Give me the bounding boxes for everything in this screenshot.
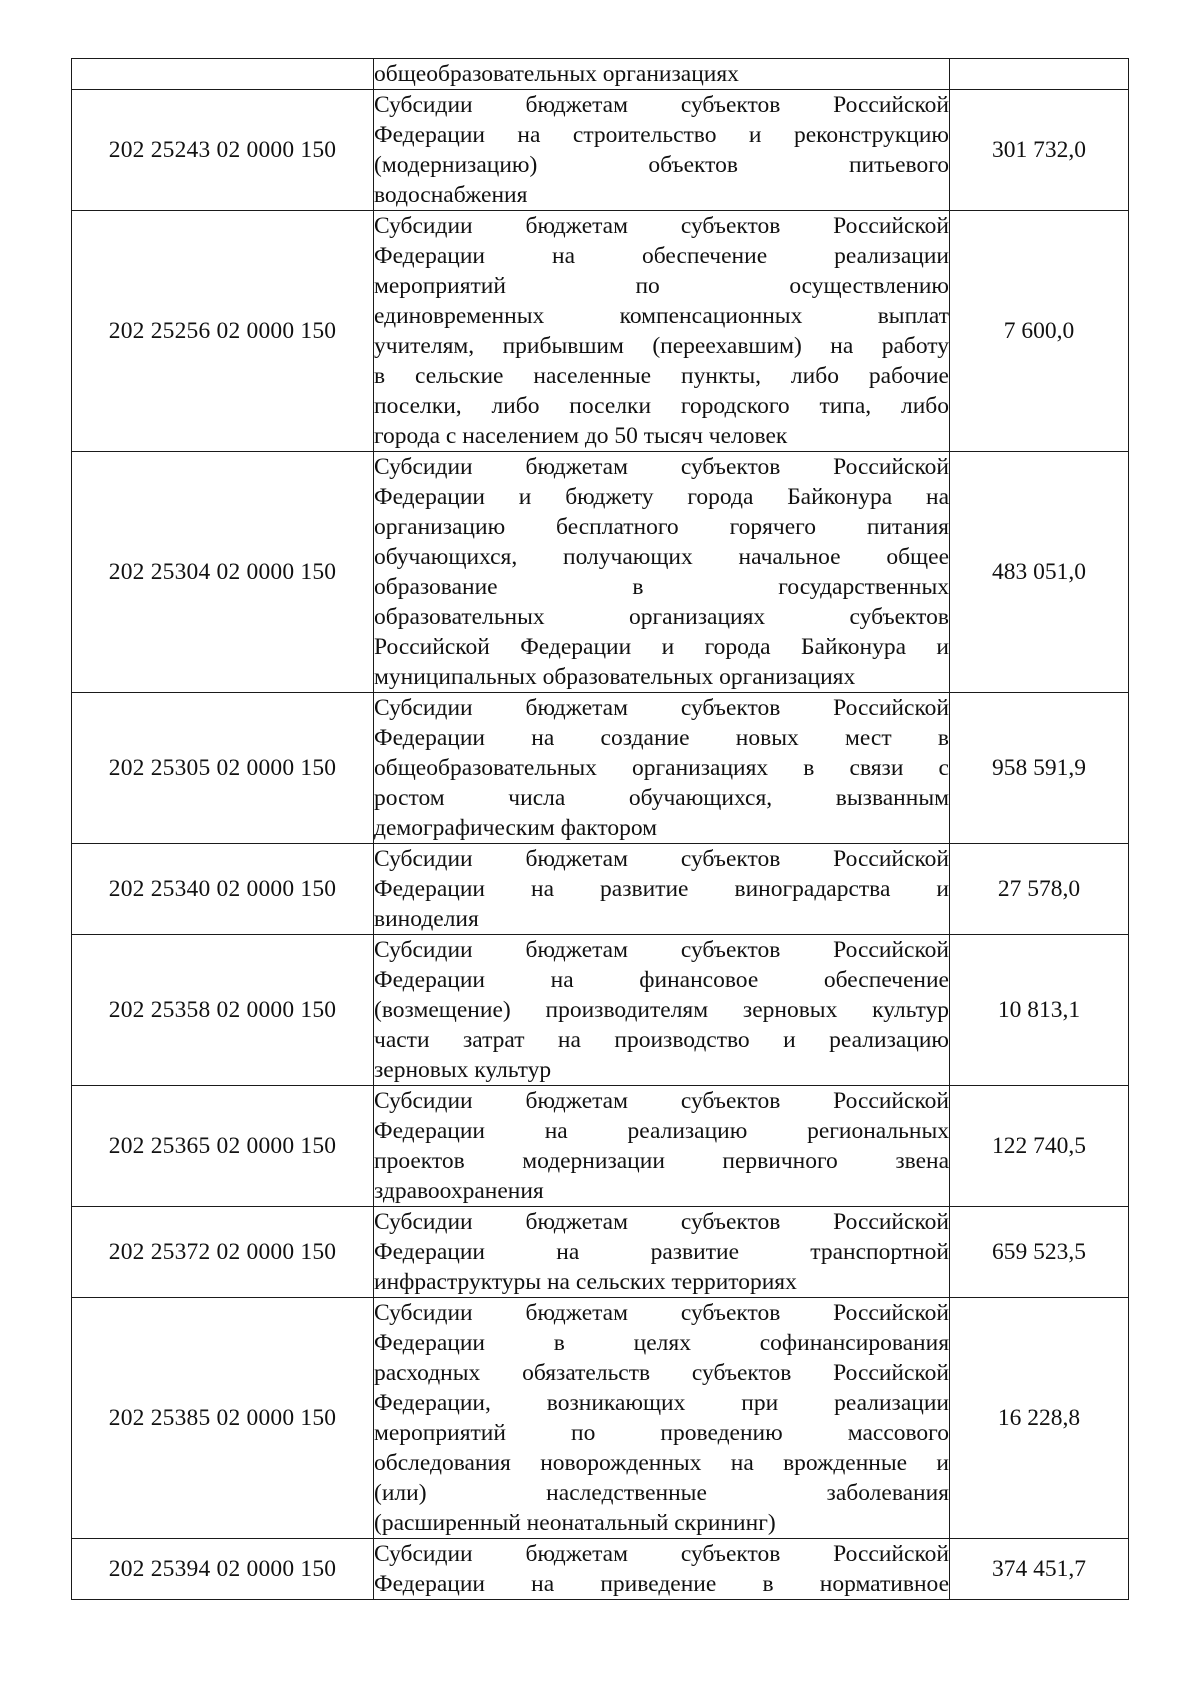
- description-line: Федерации на строительство и реконструкцию: [374, 122, 949, 148]
- budget-code-cell: 202 25372 02 0000 150: [72, 1207, 374, 1298]
- description-line: Субсидии бюджетам субъектов Российской: [374, 1088, 949, 1114]
- description-line: (возмещение) производителям зерновых культур: [374, 997, 949, 1023]
- description-line: ростом числа обучающихся, вызванным: [374, 785, 949, 811]
- description-line: проектов модернизации первичного звена: [374, 1148, 949, 1174]
- description-line: демографическим фактором: [374, 815, 658, 841]
- description-line: Федерации, возникающих при реализации: [374, 1390, 949, 1416]
- description-line: города с населением до 50 тысяч человек: [374, 423, 788, 449]
- description-line: общеобразовательных организациях: [374, 61, 739, 87]
- description-line: Федерации на создание новых мест в: [374, 725, 949, 751]
- budget-code-cell: 202 25243 02 0000 150: [72, 90, 374, 211]
- subsidies-table-body: [72, 59, 1129, 1600]
- budget-code-cell: 202 25256 02 0000 150: [72, 211, 374, 452]
- amount-cell: 27 578,0: [950, 844, 1129, 935]
- description-line: расходных обязательств субъектов Российской: [374, 1360, 949, 1386]
- subsidies-table: [71, 58, 1129, 1600]
- description-line: учителям, прибывшим (переехавшим) на работу: [374, 333, 949, 359]
- document-page: [71, 58, 1128, 1600]
- budget-code-cell: 202 25304 02 0000 150: [72, 452, 374, 693]
- table-row: [72, 1298, 1129, 1539]
- description-line: Субсидии бюджетам субъектов Российской: [374, 846, 949, 872]
- description-cell: [374, 844, 950, 935]
- table-row: [72, 844, 1129, 935]
- description-line: Федерации на реализацию региональных: [374, 1118, 949, 1144]
- description-line: водоснабжения: [374, 182, 528, 208]
- description-line: Российской Федерации и города Байконура и: [374, 634, 949, 660]
- budget-code-cell: 202 25358 02 0000 150: [72, 935, 374, 1086]
- table-row: [72, 693, 1129, 844]
- description-line: организацию бесплатного горячего питания: [374, 514, 949, 540]
- table-row: [72, 1086, 1129, 1207]
- description-line: Федерации и бюджету города Байконура на: [374, 484, 949, 510]
- budget-code-cell: 202 25305 02 0000 150: [72, 693, 374, 844]
- description-cell: [374, 1207, 950, 1298]
- budget-code-cell: 202 25385 02 0000 150: [72, 1298, 374, 1539]
- description-line: Федерации на обеспечение реализации: [374, 243, 949, 269]
- table-row: [72, 452, 1129, 693]
- description-line: Субсидии бюджетам субъектов Российской: [374, 695, 949, 721]
- amount-cell: 374 451,7: [950, 1539, 1129, 1600]
- amount-cell: 301 732,0: [950, 90, 1129, 211]
- description-cell: [374, 1086, 950, 1207]
- description-cell: [374, 1298, 950, 1539]
- description-line: обследования новорожденных на врожденные и: [374, 1450, 949, 1476]
- description-line: Федерации на приведение в нормативное: [374, 1571, 949, 1597]
- description-line: мероприятий по осуществлению: [374, 273, 949, 299]
- description-line: в сельские населенные пункты, либо рабочие: [374, 363, 949, 389]
- description-line: Федерации в целях софинансирования: [374, 1330, 949, 1356]
- table-row: [72, 211, 1129, 452]
- description-cell: [374, 935, 950, 1086]
- description-line: Субсидии бюджетам субъектов Российской: [374, 937, 949, 963]
- description-line: зерновых культур: [374, 1057, 552, 1083]
- description-line: (или) наследственные заболевания: [374, 1480, 949, 1506]
- description-line: образовательных организациях субъектов: [374, 604, 949, 630]
- table-row: [72, 59, 1129, 90]
- description-cell: [374, 693, 950, 844]
- amount-cell: 122 740,5: [950, 1086, 1129, 1207]
- description-line: мероприятий по проведению массового: [374, 1420, 949, 1446]
- description-line: Субсидии бюджетам субъектов Российской: [374, 1300, 949, 1326]
- description-cell: [374, 1539, 950, 1600]
- description-line: обучающихся, получающих начальное общее: [374, 544, 949, 570]
- budget-code-cell: 202 25340 02 0000 150: [72, 844, 374, 935]
- description-line: единовременных компенсационных выплат: [374, 303, 949, 329]
- description-line: виноделия: [374, 906, 479, 932]
- description-cell: [374, 90, 950, 211]
- description-line: Субсидии бюджетам субъектов Российской: [374, 1541, 949, 1567]
- description-line: Субсидии бюджетам субъектов Российской: [374, 454, 949, 480]
- table-row: [72, 1207, 1129, 1298]
- description-line: Субсидии бюджетам субъектов Российской: [374, 1209, 949, 1235]
- budget-code-cell: 202 25394 02 0000 150: [72, 1539, 374, 1600]
- description-line: (расширенный неонатальный скрининг): [374, 1510, 776, 1536]
- amount-cell: 958 591,9: [950, 693, 1129, 844]
- description-cell: [374, 452, 950, 693]
- budget-code-cell: [72, 59, 374, 90]
- table-row: [72, 1539, 1129, 1600]
- description-cell: [374, 59, 950, 90]
- description-line: Федерации на развитие транспортной: [374, 1239, 949, 1265]
- description-line: здравоохранения: [374, 1178, 544, 1204]
- amount-cell: [950, 59, 1129, 90]
- amount-cell: 659 523,5: [950, 1207, 1129, 1298]
- description-line: образование в государственных: [374, 574, 949, 600]
- description-cell: [374, 211, 950, 452]
- description-line: Субсидии бюджетам субъектов Российской: [374, 213, 949, 239]
- amount-cell: 10 813,1: [950, 935, 1129, 1086]
- description-line: общеобразовательных организациях в связи с: [374, 755, 949, 781]
- amount-cell: 483 051,0: [950, 452, 1129, 693]
- budget-code-cell: 202 25365 02 0000 150: [72, 1086, 374, 1207]
- amount-cell: 7 600,0: [950, 211, 1129, 452]
- table-row: [72, 935, 1129, 1086]
- description-line: Федерации на финансовое обеспечение: [374, 967, 949, 993]
- description-line: (модернизацию) объектов питьевого: [374, 152, 949, 178]
- amount-cell: 16 228,8: [950, 1298, 1129, 1539]
- description-line: Субсидии бюджетам субъектов Российской: [374, 92, 949, 118]
- description-line: инфраструктуры на сельских территориях: [374, 1269, 797, 1295]
- description-line: муниципальных образовательных организациях: [374, 664, 856, 690]
- table-row: [72, 90, 1129, 211]
- description-line: части затрат на производство и реализацию: [374, 1027, 949, 1053]
- description-line: поселки, либо поселки городского типа, либо: [374, 393, 949, 419]
- description-line: Федерации на развитие виноградарства и: [374, 876, 949, 902]
